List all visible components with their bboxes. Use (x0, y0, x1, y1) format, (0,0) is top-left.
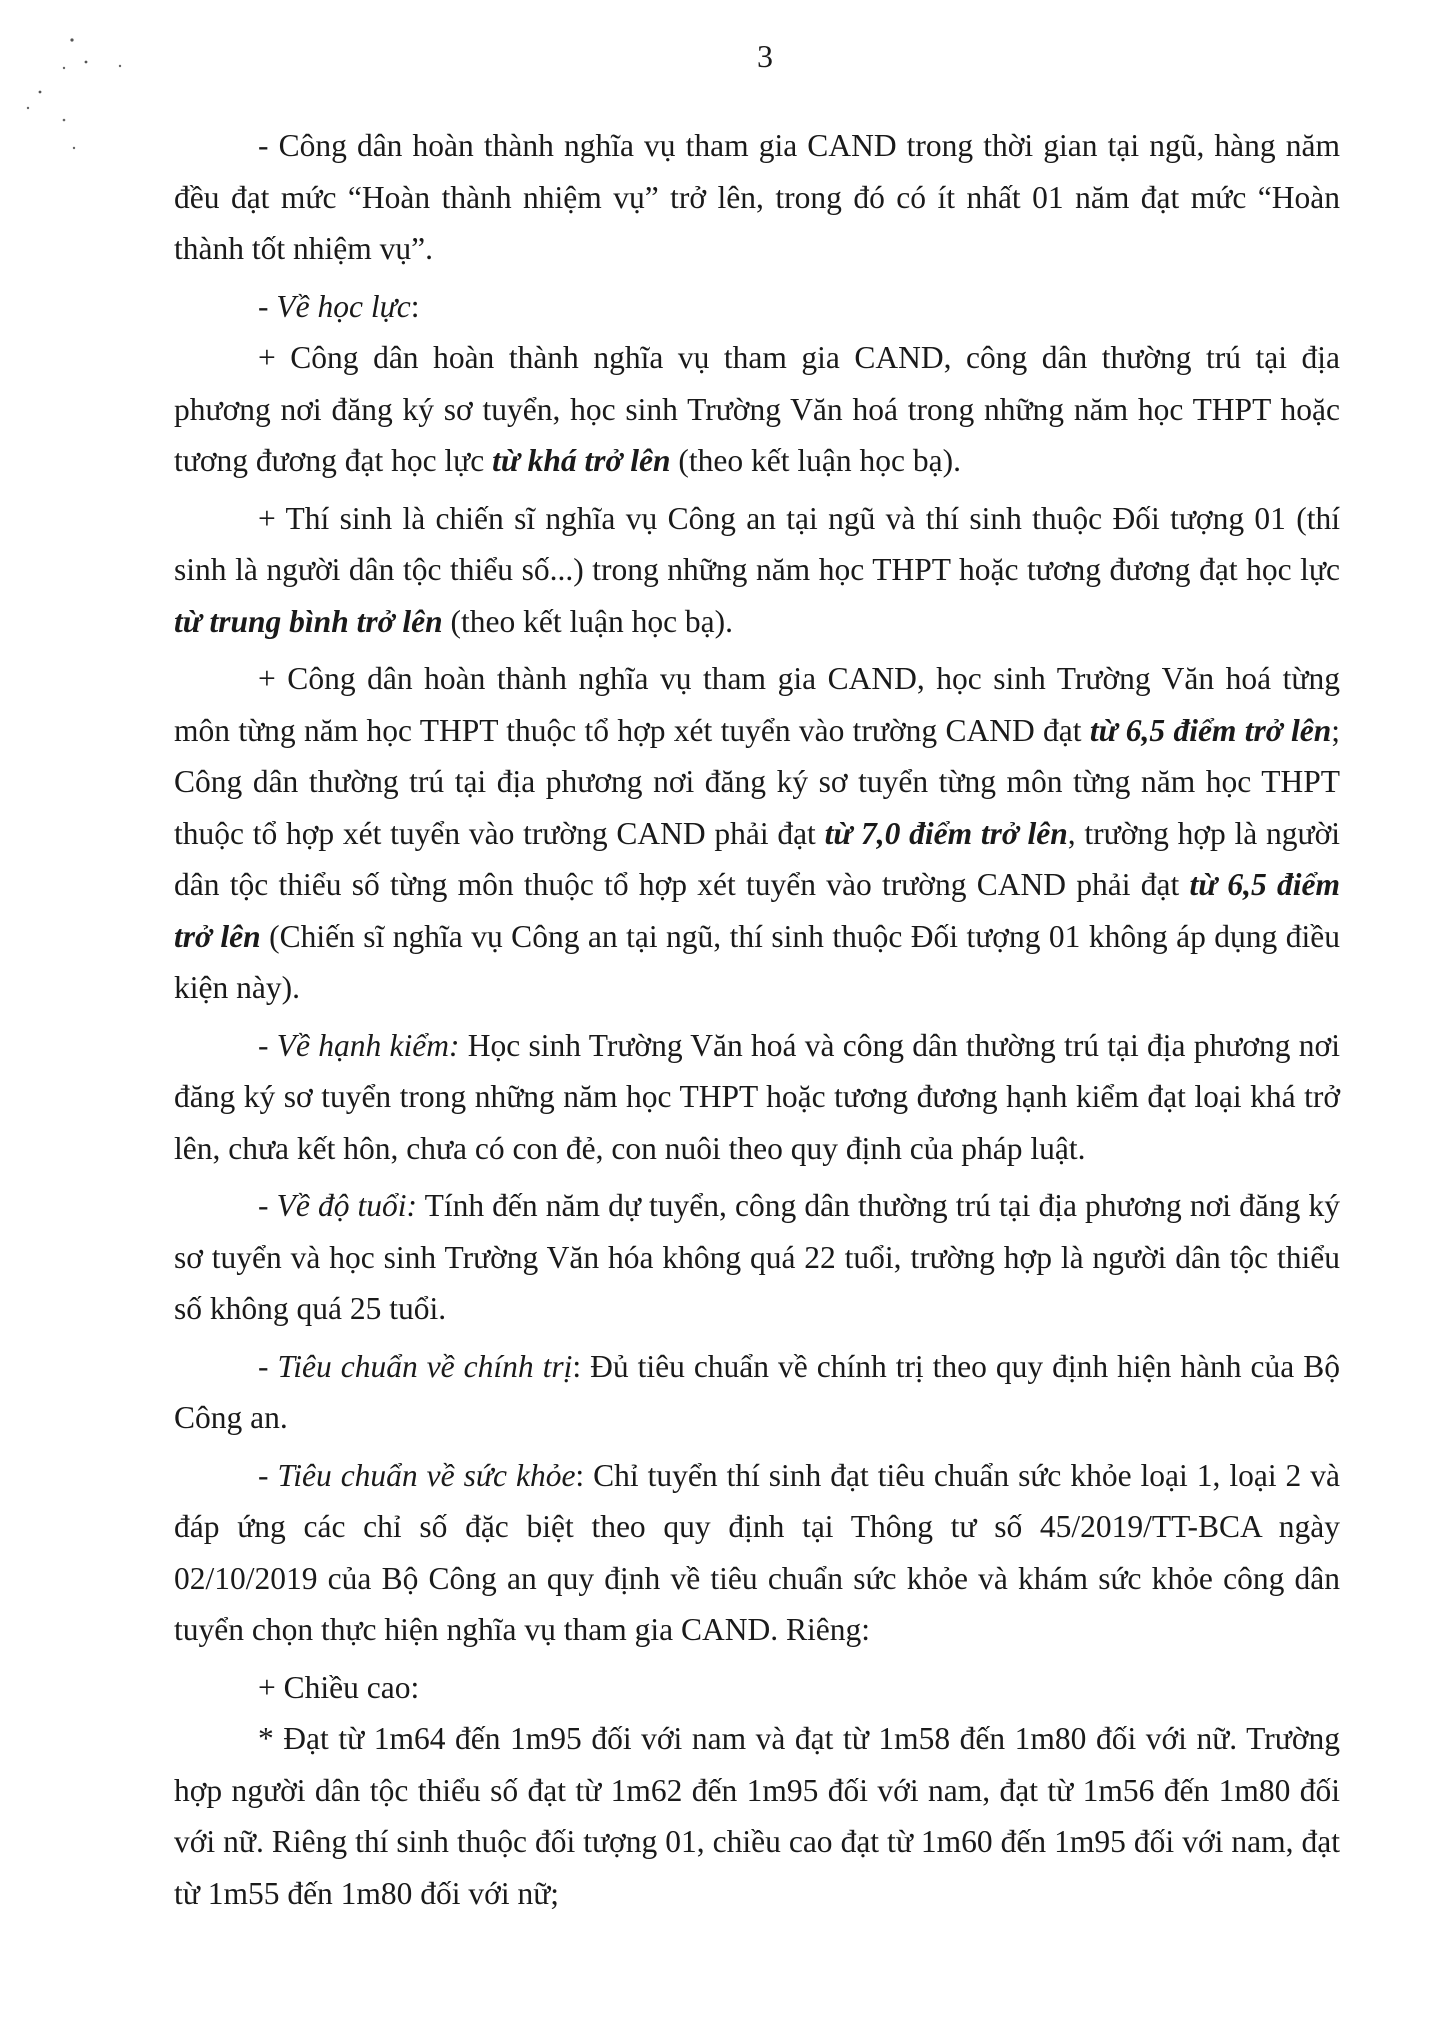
label-politics: Tiêu chuẩn về chính trị (277, 1348, 573, 1384)
dash: - (258, 1027, 277, 1063)
emphasis: từ 7,0 điểm trở lên (824, 815, 1068, 851)
paragraph-age (174, 1180, 1340, 1335)
text: : Đủ tiêu chuẩn về chính trị theo quy định hiện hành của Bộ Công an. (174, 1348, 1340, 1435)
paragraph-health (174, 1450, 1340, 1656)
text: ; Công dân thường trú tại địa phương nơi đăng ký sơ tuyển từng môn từng năm học THPT thuộc tổ hợp xét tuyển vào trường CAND phải đạt (174, 712, 1340, 851)
paragraph-academic-good (174, 332, 1340, 487)
text: + Công dân hoàn thành nghĩa vụ tham gia CAND, học sinh Trường Văn hoá từng môn từng năm học THPT thuộc tổ hợp xét tuyển vào trường CAND đạt (174, 661, 1340, 748)
text: (theo kết luận học bạ). (670, 443, 961, 478)
page-number: 3 (757, 38, 773, 74)
text: Tính đến năm dự tuyển, công dân thường trú tại địa phương nơi đăng ký sơ tuyển và học sinh Trường Văn hóa không quá 22 tuổi, trường hợp là người dân tộc thiểu số không quá 25 tuổi. (174, 1188, 1341, 1326)
dash: - (258, 1348, 278, 1384)
label-academic: Về học lực (276, 288, 411, 324)
paragraph-conduct (174, 1020, 1340, 1175)
label-age: Về độ tuổi: (276, 1188, 418, 1223)
text: + Thí sinh là chiến sĩ nghĩa vụ Công an tại ngũ và thí sinh thuộc Đối tượng 01 (thí sinh là người dân tộc thiểu số...) trong những năm học THPT hoặc tương đương đạt học lực (174, 500, 1340, 587)
label-health: Tiêu chuẩn về sức khỏe (277, 1457, 576, 1493)
colon: : (410, 288, 420, 324)
text: , trường hợp là người dân tộc thiểu số từng môn thuộc tổ hợp xét tuyển vào trường CAND phải đạt (174, 815, 1340, 902)
text: (Chiến sĩ nghĩa vụ Công an tại ngũ, thí sinh thuộc Đối tượng 01 không áp dụng điều kiện này). (174, 918, 1340, 1005)
paragraph-text: - Công dân hoàn thành nghĩa vụ tham gia CAND trong thời gian tại ngũ, hàng năm đều đạt mức “Hoàn thành nhiệm vụ” trở lên, trong đó có ít nhất 01 năm đạt mức “Hoàn thành tốt nhiệm vụ”. (174, 128, 1340, 266)
emphasis: từ khá trở lên (492, 443, 671, 478)
emphasis: từ 6,5 điểm trở lên (1089, 712, 1332, 748)
label-conduct: Về hạnh kiểm: (276, 1027, 460, 1063)
emphasis: từ 6,5 điểm trở lên (174, 867, 1340, 954)
paragraph-service-completion (174, 120, 1340, 275)
dash: - (258, 1188, 277, 1223)
text: : Chỉ tuyển thí sinh đạt tiêu chuẩn sức khỏe loại 1, loại 2 và đáp ứng các chỉ số đặc biệt theo quy định tại Thông tư số 45/2019/TT-BCA ngày 02/10/2019 của Bộ Công an quy định về tiêu chuẩn sức khỏe và khám sức khỏe công dân tuyển chọn thực hiện nghĩa vụ tham gia CAND. Riêng: (174, 1457, 1340, 1647)
document-body (174, 120, 1340, 1925)
text: + Công dân hoàn thành nghĩa vụ tham gia CAND, công dân thường trú tại địa phương nơi đăng ký sơ tuyển, học sinh Trường Văn hoá trong những năm học THPT hoặc tương đương đạt học lực (174, 340, 1340, 478)
text: Học sinh Trường Văn hoá và công dân thường trú tại địa phương nơi đăng ký sơ tuyển trong những năm học THPT hoặc tương đương hạnh kiểm đạt loại khá trở lên, chưa kết hôn, chưa có con đẻ, con nuôi theo quy định của pháp luật. (174, 1027, 1340, 1166)
dash: - (258, 1457, 278, 1493)
paragraph-height-heading (174, 1662, 1340, 1714)
paragraph-politics (174, 1341, 1340, 1444)
heading-academic (174, 281, 1340, 333)
paragraph-academic-average (174, 493, 1340, 648)
text: + Chiều cao: (258, 1669, 420, 1705)
text: (theo kết luận học bạ). (442, 603, 734, 639)
text: * Đạt từ 1m64 đến 1m95 đối với nam và đạt từ 1m58 đến 1m80 đối với nữ. Trường hợp người dân tộc thiểu số đạt từ 1m62 đến 1m95 đối với nam, đạt từ 1m56 đến 1m80 đối với nữ. Riêng thí sinh thuộc đối tượng 01, chiều cao đạt từ 1m60 đến 1m95 đối với nam, đạt từ 1m55 đến 1m80 đối với nữ; (174, 1721, 1340, 1911)
dash: - (258, 288, 277, 324)
paragraph-subject-scores (174, 653, 1340, 1014)
emphasis: từ trung bình trở lên (174, 603, 443, 639)
paragraph-height-detail (174, 1713, 1340, 1919)
